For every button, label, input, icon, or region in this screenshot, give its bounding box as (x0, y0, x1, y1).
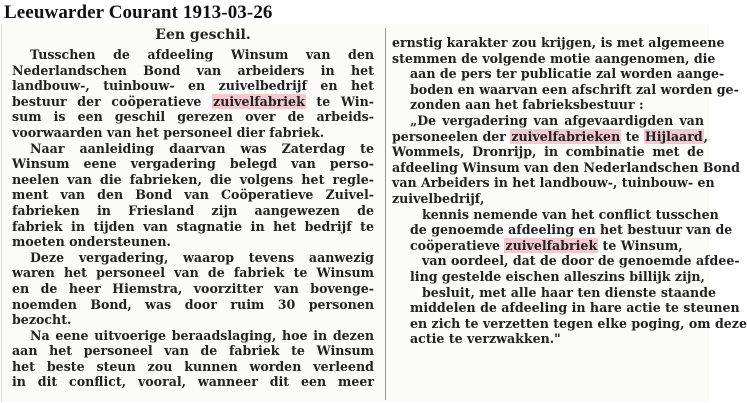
text-segment: moeten ondersteunen. (12, 234, 171, 250)
text-segment: bestuur der coöperatieve (12, 93, 213, 109)
text-line (12, 297, 374, 313)
highlighted-term: zuivelfabriek (213, 93, 305, 109)
text-segment: ernstig karakter zou krijgen, is met algemeene (392, 35, 725, 50)
text-segment: te Winsum, (598, 237, 683, 253)
text-line (12, 328, 374, 344)
article-body-left (12, 47, 374, 390)
text-line (12, 343, 374, 359)
text-segment: , (703, 128, 709, 144)
text-segment: besluit, met alle haar ten dienste staande (422, 284, 717, 300)
text-line (12, 187, 374, 203)
text-segment: voorwaarden van het personeel dier fabriek. (12, 124, 325, 140)
text-segment: fabriek in tijden van stagnatie in het bedrijf te (12, 218, 374, 234)
text-line (12, 219, 374, 235)
highlighted-term: Hijlaard (644, 128, 703, 144)
text-line (392, 97, 704, 113)
article-column-left (12, 26, 374, 390)
text-line (392, 35, 725, 51)
text-line (12, 234, 374, 250)
text-line (12, 156, 374, 172)
text-segment: en de heer Hiemstra, voorzitter van bovenge- (12, 280, 374, 296)
text-segment: de genoemde afdeeling en het bestuur van de (410, 222, 733, 238)
text-line (392, 159, 740, 176)
text-segment: van oordeel, dat de door de genoemde afdee- (422, 253, 740, 269)
text-segment: in dit conflict, vooral, wanneer dit een meer (12, 374, 374, 390)
text-line (12, 47, 374, 63)
text-segment: landbouw-, tuinbouw- en zuivelbedrijf en het (12, 78, 374, 94)
text-segment: Nederlandschen Bond van arbeiders in het (12, 62, 374, 78)
text-segment: aan de pers ter publicatie zal worden aange- (410, 66, 725, 82)
text-segment: middelen de afdeeling in hare actie te steunen (410, 300, 740, 316)
text-line (392, 191, 704, 207)
text-line (12, 125, 374, 141)
text-segment: Winsum eene vergadering belegd van perso- (12, 156, 374, 172)
text-line (12, 250, 374, 266)
text-line (12, 63, 374, 79)
text-segment: te (621, 128, 644, 144)
text-segment: neelen van die fabrieken, die volgens het regle- (12, 171, 374, 187)
text-line (392, 206, 719, 223)
text-segment: actie te verzwakken." (410, 331, 561, 347)
text-line (392, 128, 709, 145)
text-segment: Tusschen de afdeeling Winsum van den (30, 47, 374, 62)
text-segment: het beste steun zou kunnen worden verleend (12, 358, 374, 374)
text-segment: coöperatieve (410, 237, 505, 253)
text-segment: sum is een geschil gerezen over de arbeids- (12, 109, 374, 125)
text-segment: noemden Bond, was door ruim 30 personen (12, 296, 374, 312)
text-line (12, 265, 374, 281)
article-heading: Een geschil. (155, 27, 251, 43)
masthead: Leeuwarder Courant 1913-03-26 (4, 2, 273, 23)
text-segment: waren het personeel van de fabriek te Winsum (12, 265, 374, 281)
text-segment: „De vergadering van afgevaardigden van (410, 112, 704, 128)
text-segment: boden en waarvan een afschrift zal worden ge- (410, 81, 739, 97)
text-line (12, 109, 374, 125)
column-divider (385, 28, 386, 400)
text-line (392, 269, 704, 285)
text-segment: te Win- (305, 93, 374, 109)
highlighted-term: zuivelfabrieken (511, 128, 621, 144)
text-line (12, 281, 374, 297)
text-line (12, 203, 374, 219)
text-line (12, 141, 374, 157)
text-segment: aan het personeel van de fabriek te Winsum (12, 343, 374, 359)
text-segment: personeelen der (392, 128, 511, 144)
text-line (392, 300, 740, 316)
text-line (392, 315, 747, 332)
text-segment: zonden aan het fabrieksbestuur : (410, 97, 644, 113)
text-segment: en zich te verzetten tegen elke poging, om deze (410, 315, 747, 331)
text-segment: zuivelbedrijf, (392, 190, 485, 206)
text-segment: ling gestelde eischen alleszins billijk zijn, (410, 268, 705, 284)
article-column-right (392, 35, 747, 347)
text-line (12, 94, 374, 110)
text-segment: Na eene uitvoerige beraadslaging, hoe in dezen (30, 327, 374, 343)
text-line (12, 374, 374, 390)
text-segment: kennis nemende van het conflict tusschen (422, 206, 719, 222)
text-line (392, 253, 740, 269)
text-line (392, 222, 733, 238)
text-line (392, 66, 725, 82)
text-line (392, 113, 704, 129)
article-body-right (392, 35, 747, 347)
highlighted-term: zuivelfabriek (505, 237, 598, 253)
text-line (392, 238, 704, 254)
text-line (12, 78, 374, 94)
text-segment: stemmen de volgende motie aangenomen, die (392, 50, 716, 66)
text-segment: Deze vergadering, waarop tevens aanwezig (30, 249, 374, 265)
text-line (392, 331, 704, 347)
text-segment: Wommels, Dronrijp, in combinatie met de (392, 144, 704, 160)
text-line (392, 175, 715, 191)
text-line (12, 312, 374, 328)
text-segment: bezocht. (12, 312, 72, 328)
text-segment: fabrieken in Friesland zijn aangewezen de (12, 202, 374, 218)
text-line (12, 172, 374, 188)
text-segment: van Arbeiders in het landbouw-, tuinbouw- en (392, 175, 715, 191)
text-segment: Naar aanleiding daarvan was Zaterdag te (30, 140, 374, 156)
text-line (392, 144, 704, 160)
text-line (12, 359, 374, 375)
text-segment: afdeeling Winsum van den Nederlandschen Bond (392, 159, 740, 175)
text-line (392, 50, 716, 67)
text-line (392, 284, 717, 301)
text-segment: ment van den Bond van Coöperatieve Zuivel- (12, 187, 374, 203)
text-line (392, 81, 739, 98)
